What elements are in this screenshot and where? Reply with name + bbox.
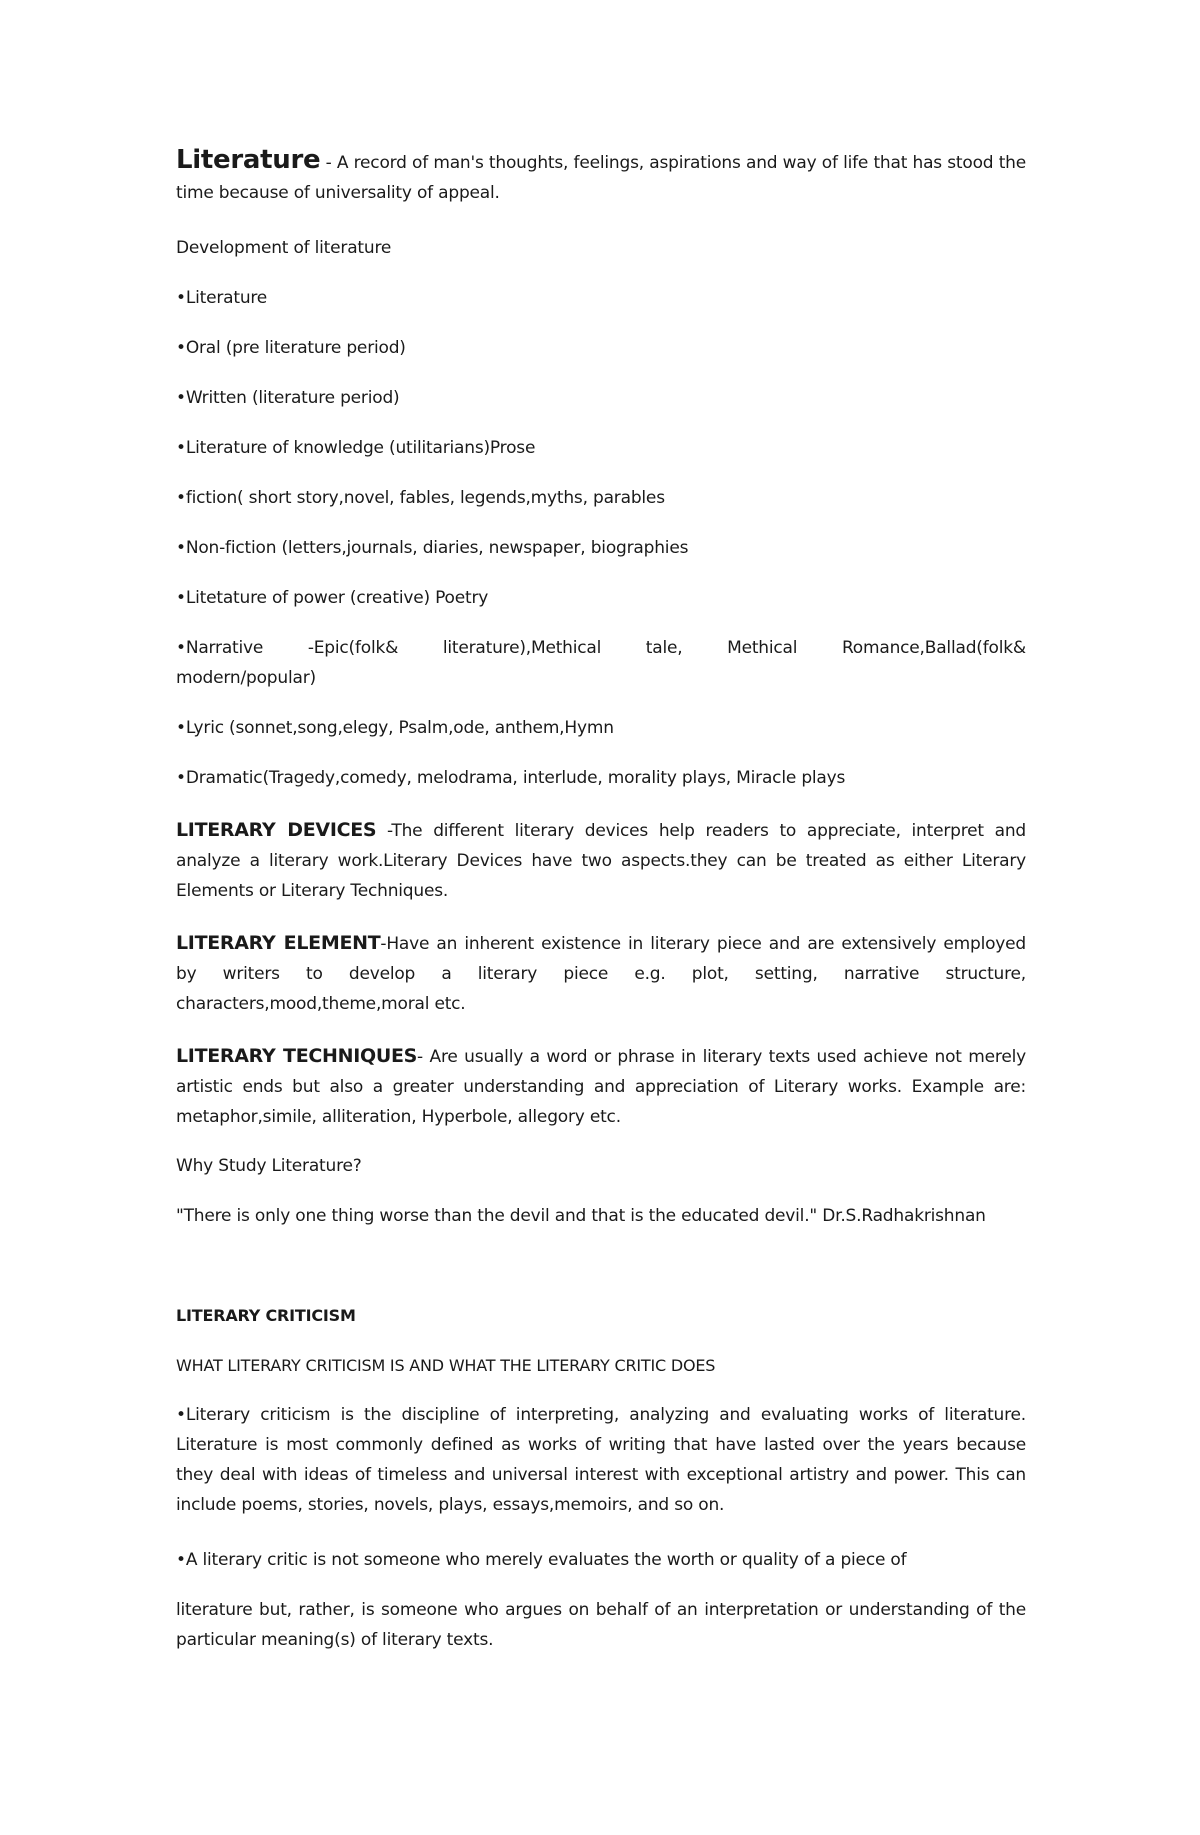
narrative-item xyxy=(176,633,1026,693)
development-item: • Literature of knowledge (utilitarians)Prose xyxy=(176,433,1026,463)
element-paragraph xyxy=(176,928,1026,1019)
narrative-continuation: modern/popular) xyxy=(176,668,316,688)
development-item: • Non-fiction (letters,journals, diaries, newspaper, biographies xyxy=(176,533,1026,563)
element-text: -Have an inherent existence in literary piece and are extensively employed by writers to develop a literary piece e.g. plot, setting, narrative structure, characters,mood,theme,moral etc. xyxy=(176,934,1026,1014)
why-question: Why Study Literature? xyxy=(176,1156,362,1176)
devices-paragraph xyxy=(176,815,1026,906)
criticism-text: • Literary criticism is the discipline of interpreting, analyzing and evaluating works of literature. Literature is most commonly defined as works of writing that have lasted over the years because they deal with ideas of timeless and universal interest with exceptional artistry and power. This can include poems, stories, novels, plays, essays,memoirs, and so on. xyxy=(176,1405,1026,1515)
narrative-word: -Epic(folk& xyxy=(307,638,399,658)
techniques-paragraph xyxy=(176,1041,1026,1132)
devices-text: -The different literary devices help readers to appreciate, interpret and analyze a literary work.Literary Devices have two aspects.they can be treated as either Literary Elements or Literary Techniques. xyxy=(176,821,1026,901)
development-heading: Development of literature xyxy=(176,238,392,258)
intro-definition: - A record of man's thoughts, feelings, aspirations and way of life that has stood the time because of universality of appeal. xyxy=(176,153,1026,203)
criticism-paragraph xyxy=(176,1400,1026,1520)
narrative-word: • Narrative xyxy=(176,633,263,663)
criticism-subtitle: WHAT LITERARY CRITICISM IS AND WHAT THE LITERARY CRITIC DOES xyxy=(176,1356,716,1375)
development-item: • Litetature of power (creative) Poetry xyxy=(176,583,1026,613)
techniques-text: - Are usually a word or phrase in literary texts used achieve not merely artistic ends but also a greater understanding and appreciation of Literary works. Example are: metaphor,simile, alliteration, Hyperbole, allegory etc. xyxy=(176,1047,1026,1127)
narrative-word: Romance,Ballad(folk& xyxy=(841,638,1026,658)
intro-term: Literature xyxy=(176,145,321,175)
critic-continuation: literature but, rather, is someone who argues on behalf of an interpretation or understanding of the particular meaning(s) of literary texts. xyxy=(176,1600,1026,1650)
development-item: • Written (literature period) xyxy=(176,383,1026,413)
devices-term: LITERARY DEVICES xyxy=(176,819,377,841)
narrative-word: tale, xyxy=(645,638,683,658)
development-item: • Lyric (sonnet,song,elegy, Psalm,ode, anthem,Hymn xyxy=(176,713,1026,743)
development-item: • fiction( short story,novel, fables, legends,myths, parables xyxy=(176,483,1026,513)
critic-paragraph: • A literary critic is not someone who merely evaluates the worth or quality of a piece of xyxy=(176,1545,1026,1575)
development-item: • Dramatic(Tragedy,comedy, melodrama, interlude, morality plays, Miracle plays xyxy=(176,763,1026,793)
development-item: • Literature xyxy=(176,283,1026,313)
techniques-term: LITERARY TECHNIQUES xyxy=(176,1045,418,1067)
development-item: • Oral (pre literature period) xyxy=(176,333,1026,363)
element-term: LITERARY ELEMENT xyxy=(176,932,381,954)
narrative-word: literature),Methical xyxy=(442,638,602,658)
narrative-line xyxy=(176,633,1026,663)
narrative-word: Methical xyxy=(727,638,798,658)
intro-paragraph xyxy=(176,145,1026,208)
criticism-title: LITERARY CRITICISM xyxy=(176,1306,356,1325)
radhakrishnan-quote: "There is only one thing worse than the devil and that is the educated devil." Dr.S.Radhakrishnan xyxy=(176,1206,986,1226)
